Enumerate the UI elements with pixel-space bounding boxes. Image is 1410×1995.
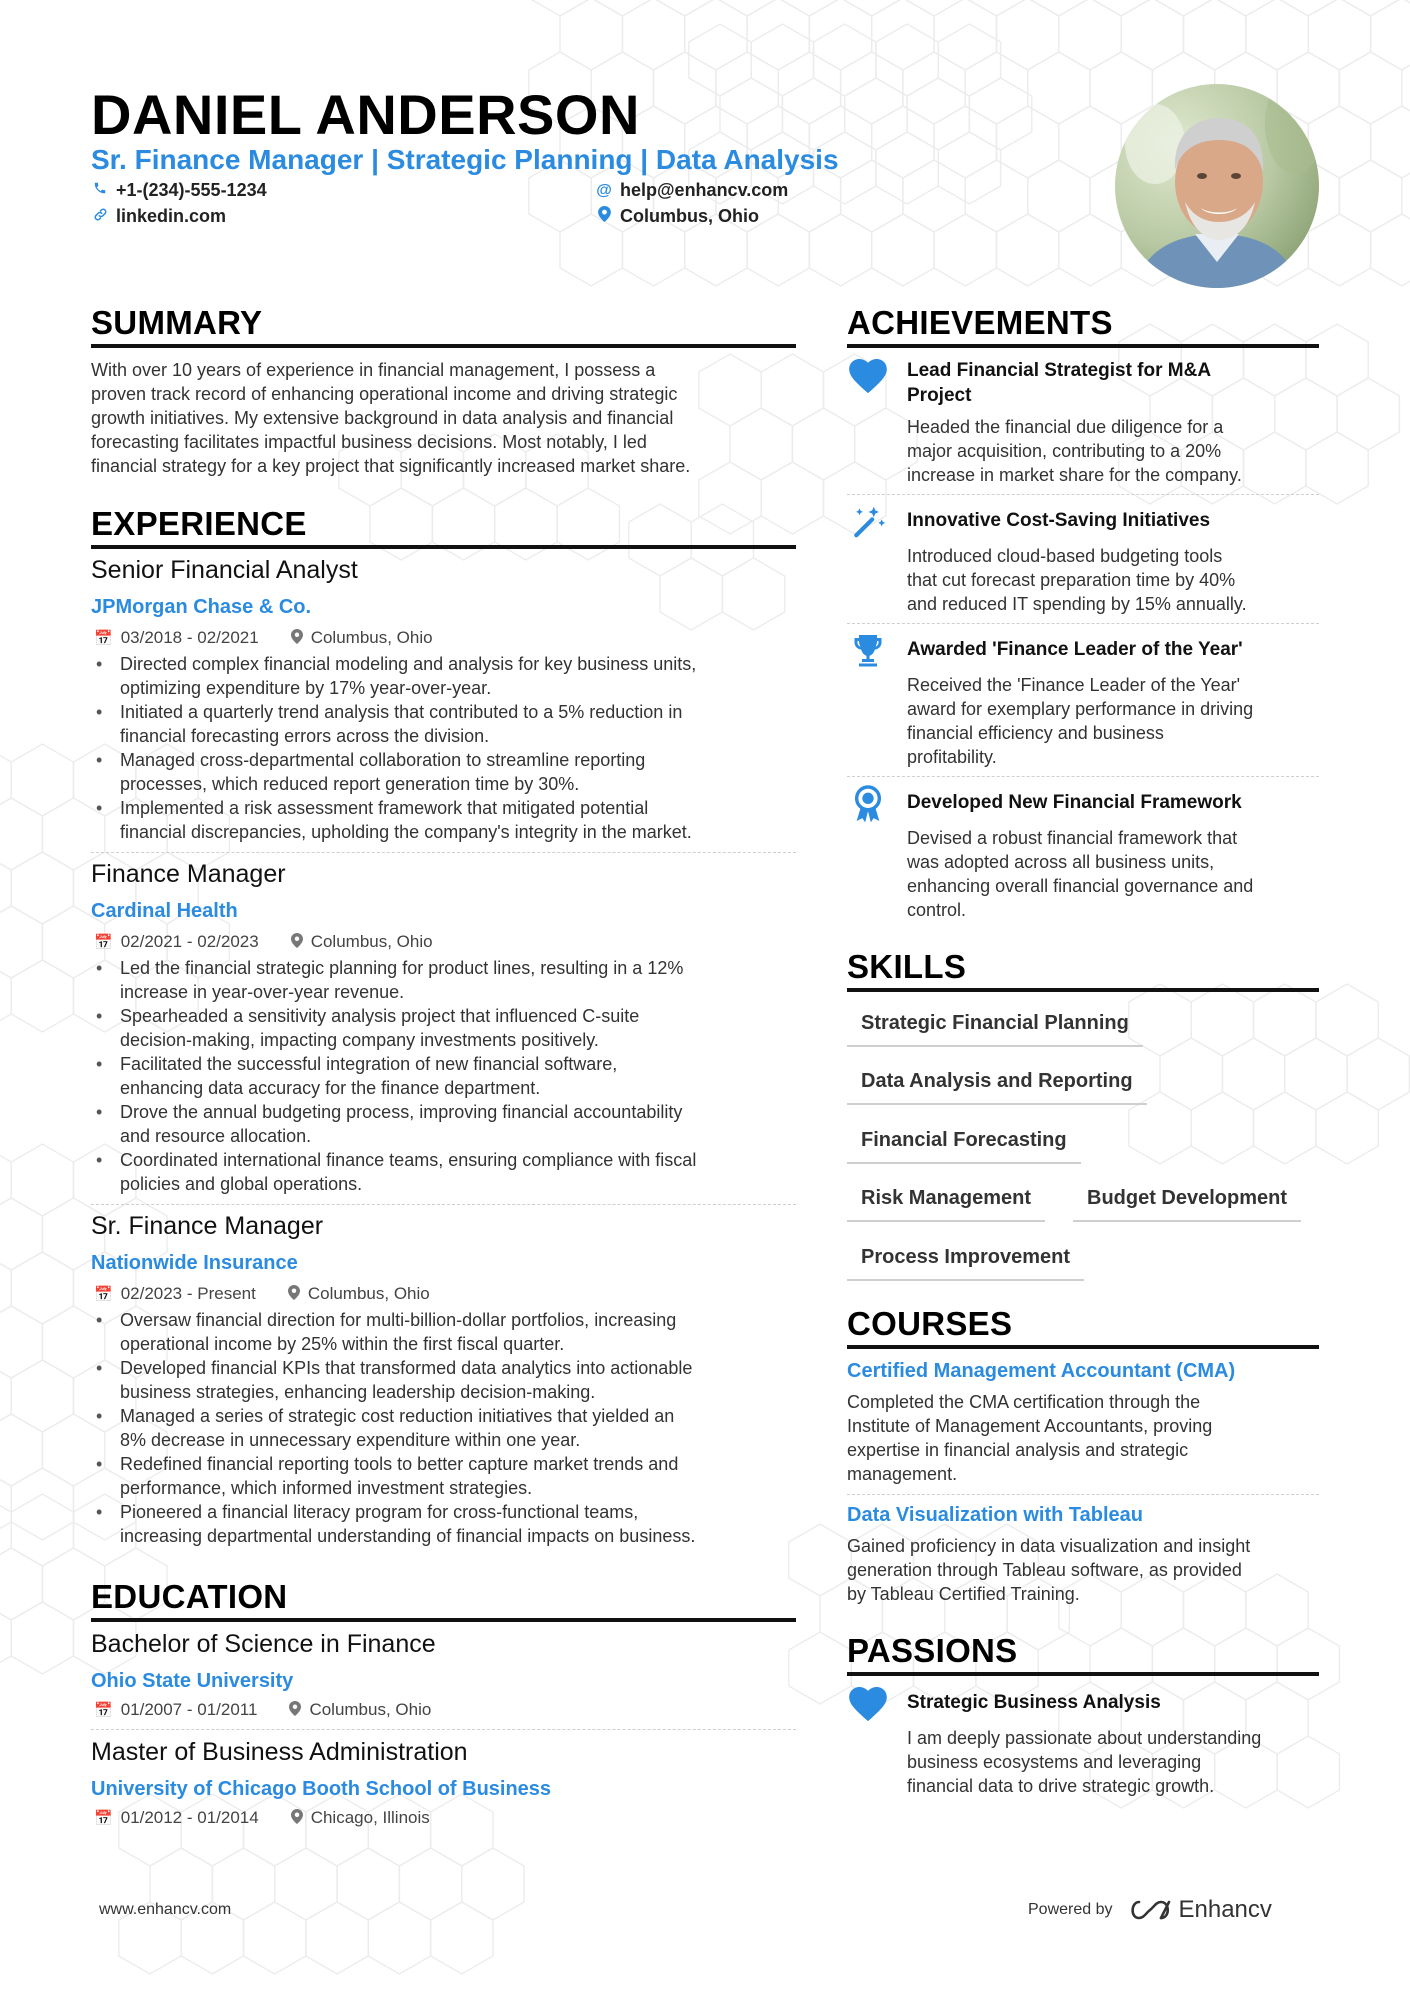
divider bbox=[91, 852, 796, 853]
powered-by-label: Powered by bbox=[1028, 1901, 1113, 1918]
education-meta bbox=[94, 1700, 431, 1720]
phone-icon bbox=[92, 181, 108, 200]
bullet-item: • Drove the annual budgeting process, improving financial accountability and resource allocation. bbox=[92, 1100, 802, 1148]
passion-title: Strategic Business Analysis bbox=[907, 1692, 1161, 1713]
achievements-heading: ACHIEVEMENTS bbox=[847, 304, 1113, 341]
education-rule bbox=[91, 1618, 796, 1622]
divider bbox=[847, 1494, 1319, 1495]
job-meta bbox=[94, 1284, 430, 1304]
job-bullets bbox=[92, 956, 802, 1196]
bullet-item: • Managed a series of strategic cost reduction initiatives that yielded an 8% decrease in unnecessary expenditure within one year. bbox=[92, 1404, 802, 1452]
job-dates: 02/2021 - 02/2023 bbox=[120, 932, 259, 951]
skill-tag: Risk Management bbox=[847, 1187, 1045, 1222]
calendar-icon: 📅 bbox=[94, 934, 113, 951]
skills-heading: SKILLS bbox=[847, 948, 967, 985]
divider bbox=[847, 623, 1319, 624]
bullet-item: • Managed cross-departmental collaboration to streamline reporting processes, which reduced report generation time by 30%. bbox=[92, 748, 802, 796]
job-location: Columbus, Ohio bbox=[307, 1284, 430, 1303]
bullet-item: • Redefined financial reporting tools to better capture market trends and performance, which informed investment strategies. bbox=[92, 1452, 802, 1500]
achievements-rule bbox=[847, 344, 1319, 348]
location-pin-icon bbox=[596, 206, 612, 227]
calendar-icon: 📅 bbox=[94, 1702, 113, 1719]
summary-text bbox=[91, 358, 801, 478]
job-bullets bbox=[92, 652, 802, 844]
profile-photo bbox=[1115, 84, 1319, 288]
divider bbox=[847, 494, 1319, 495]
degree-title: Master of Business Administration bbox=[91, 1738, 468, 1766]
bullet-item: • Initiated a quarterly trend analysis that contributed to a 5% reduction in financial forecasting errors across the division. bbox=[92, 700, 802, 748]
school-name[interactable]: University of Chicago Booth School of Business bbox=[91, 1778, 552, 1800]
calendar-icon: 📅 bbox=[94, 1810, 113, 1827]
location-pin-icon bbox=[291, 1809, 303, 1828]
summary-line: proven track record of enhancing operational income and driving strategic bbox=[91, 384, 678, 404]
skill-tag: Financial Forecasting bbox=[847, 1129, 1081, 1164]
bullet-item: • Oversaw financial direction for multi-billion-dollar portfolios, increasing operational income by 25% within the first fiscal quarter. bbox=[92, 1308, 802, 1356]
link-icon bbox=[92, 207, 108, 227]
job-bullets bbox=[92, 1308, 802, 1548]
education-location: Chicago, Illinois bbox=[310, 1808, 430, 1827]
location-text: Columbus, Ohio bbox=[620, 206, 759, 226]
skill-tag: Strategic Financial Planning bbox=[847, 1012, 1143, 1047]
job-title: Sr. Finance Manager bbox=[91, 1212, 324, 1240]
achievement-description: Received the 'Finance Leader of the Year' award for exemplary performance in driving financial efficiency and business profitability. bbox=[907, 675, 1254, 767]
degree-title: Bachelor of Science in Finance bbox=[91, 1630, 436, 1658]
job-location: Columbus, Ohio bbox=[310, 932, 433, 951]
heart-icon bbox=[848, 1686, 888, 1726]
summary-line: forecasting facilitates impactful business decisions. Most notably, I led bbox=[91, 432, 647, 452]
education-dates: 01/2007 - 01/2011 bbox=[120, 1700, 258, 1719]
bullet-item: • Developed financial KPIs that transformed data analytics into actionable business strategies, enhancing leadership decision-making. bbox=[92, 1356, 802, 1404]
passion-description: I am deeply passionate about understanding business ecosystems and leveraging financial data to drive strategic growth. bbox=[907, 1728, 1262, 1796]
bullet-item: • Facilitated the successful integration of new financial software, enhancing data accuracy for the finance department. bbox=[92, 1052, 802, 1100]
courses-heading: COURSES bbox=[847, 1305, 1013, 1342]
course-title[interactable]: Certified Management Accountant (CMA) bbox=[847, 1360, 1236, 1382]
experience-heading: EXPERIENCE bbox=[91, 505, 307, 542]
school-name[interactable]: Ohio State University bbox=[91, 1670, 294, 1692]
passions-heading: PASSIONS bbox=[847, 1632, 1018, 1669]
bullet-item: • Spearheaded a sensitivity analysis project that influenced C-suite decision-making, impacting company investments positively. bbox=[92, 1004, 802, 1052]
wand-icon bbox=[850, 502, 890, 542]
calendar-icon: 📅 bbox=[94, 630, 113, 647]
summary-line: financial strategy for a key project that significantly increased market share. bbox=[91, 456, 691, 476]
achievement-title: Lead Financial Strategist for M&A Project bbox=[907, 360, 1212, 406]
company-name[interactable]: Cardinal Health bbox=[91, 900, 238, 922]
education-location: Columbus, Ohio bbox=[309, 1700, 432, 1719]
location-pin-icon bbox=[289, 1701, 301, 1720]
location-pin-icon bbox=[291, 933, 303, 952]
job-title: Finance Manager bbox=[91, 860, 286, 888]
achievement-title: Innovative Cost-Saving Initiatives bbox=[907, 510, 1211, 531]
enhancv-logo-icon bbox=[1127, 1898, 1173, 1922]
divider bbox=[847, 776, 1319, 777]
job-location: Columbus, Ohio bbox=[310, 628, 433, 647]
achievement-title: Awarded 'Finance Leader of the Year' bbox=[907, 639, 1243, 660]
footer-powered-by bbox=[1028, 1896, 1272, 1924]
summary-line: With over 10 years of experience in financial management, I possess a bbox=[91, 360, 656, 380]
at-icon: @ bbox=[596, 181, 612, 199]
passions-rule bbox=[847, 1672, 1319, 1676]
summary-line: growth initiatives. My extensive background in data analysis and financial bbox=[91, 408, 674, 428]
achievement-title: Developed New Financial Framework bbox=[907, 792, 1242, 813]
heart-icon bbox=[848, 358, 888, 398]
footer-website[interactable]: www.enhancv.com bbox=[99, 1901, 232, 1918]
achievement-description: Headed the financial due diligence for a major acquisition, contributing to a 20% increase in market share for the company. bbox=[907, 417, 1242, 485]
job-title: Senior Financial Analyst bbox=[91, 556, 358, 584]
skill-tag: Data Analysis and Reporting bbox=[847, 1070, 1147, 1105]
email-text[interactable]: help@enhancv.com bbox=[620, 180, 789, 200]
brand-name: Enhancv bbox=[1178, 1896, 1272, 1923]
phone-contact bbox=[92, 180, 267, 201]
achievement-description: Devised a robust financial framework that was adopted across all business units, enhancing overall financial governance and control. bbox=[907, 828, 1254, 920]
courses-rule bbox=[847, 1345, 1319, 1349]
email-contact bbox=[596, 180, 788, 201]
location-pin-icon bbox=[291, 629, 303, 648]
candidate-name: DANIEL ANDERSON bbox=[91, 83, 640, 146]
trophy-icon bbox=[850, 632, 890, 672]
location-contact bbox=[596, 206, 759, 227]
bullet-item: • Led the financial strategic planning for product lines, resulting in a 12% increase in year-over-year revenue. bbox=[92, 956, 802, 1004]
location-pin-icon bbox=[288, 1285, 300, 1304]
calendar-icon: 📅 bbox=[94, 1286, 113, 1303]
skills-rule bbox=[847, 988, 1319, 992]
skill-tag: Process Improvement bbox=[847, 1246, 1084, 1281]
divider bbox=[91, 1204, 796, 1205]
course-description: Completed the CMA certification through the Institute of Management Accountants, proving expertise in financial analysis and strategic management. bbox=[847, 1392, 1213, 1484]
linkedin-contact bbox=[92, 206, 226, 227]
job-dates: 03/2018 - 02/2021 bbox=[120, 628, 259, 647]
job-dates: 02/2023 - Present bbox=[120, 1284, 256, 1303]
education-dates: 01/2012 - 01/2014 bbox=[120, 1808, 259, 1827]
experience-rule bbox=[91, 545, 796, 549]
company-name[interactable]: JPMorgan Chase & Co. bbox=[91, 596, 312, 618]
bullet-item: • Implemented a risk assessment framework that mitigated potential financial discrepancies, upholding the company's integrity in the market. bbox=[92, 796, 802, 844]
achievement-description: Introduced cloud-based budgeting tools that cut forecast preparation time by 40% and reduced IT spending by 15% annually. bbox=[907, 546, 1247, 614]
course-title[interactable]: Data Visualization with Tableau bbox=[847, 1504, 1143, 1526]
brand-logo[interactable] bbox=[1127, 1896, 1272, 1924]
medal-icon bbox=[851, 784, 891, 824]
job-meta bbox=[94, 628, 433, 648]
company-name[interactable]: Nationwide Insurance bbox=[91, 1252, 298, 1274]
divider bbox=[91, 1729, 796, 1730]
education-heading: EDUCATION bbox=[91, 1578, 288, 1615]
summary-heading: SUMMARY bbox=[91, 304, 263, 341]
linkedin-text[interactable]: linkedin.com bbox=[116, 206, 227, 226]
bullet-item: • Directed complex financial modeling and analysis for key business units, optimizing expenditure by 17% year-over-year. bbox=[92, 652, 802, 700]
skill-tag: Budget Development bbox=[1073, 1187, 1301, 1222]
summary-rule bbox=[91, 344, 796, 348]
course-description: Gained proficiency in data visualization and insight generation through Tableau software, as provided by Tableau Certified Training. bbox=[847, 1536, 1251, 1604]
phone-text[interactable]: +1-(234)-555-1234 bbox=[116, 180, 267, 200]
bullet-item: • Coordinated international finance teams, ensuring compliance with fiscal policies and global operations. bbox=[92, 1148, 802, 1196]
education-meta bbox=[94, 1808, 430, 1828]
job-meta bbox=[94, 932, 433, 952]
bullet-item: • Pioneered a financial literacy program for cross-functional teams, increasing departmental understanding of financial impacts on business. bbox=[92, 1500, 802, 1548]
candidate-headline: Sr. Finance Manager | Strategic Planning | Data Analysis bbox=[91, 144, 839, 175]
